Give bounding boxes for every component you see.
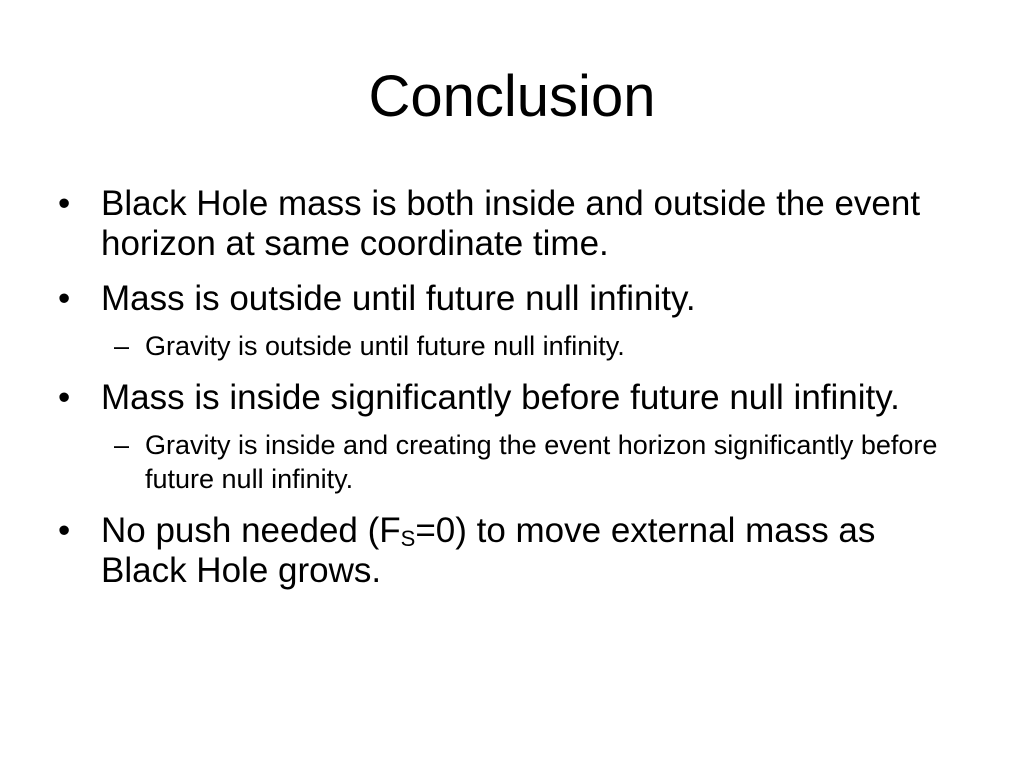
sub-bullet-text: Gravity is outside until future null infinity.: [145, 331, 625, 361]
bullet-marker: •: [58, 279, 71, 318]
bullet-text: Mass is inside significantly before future null infinity.: [101, 378, 900, 417]
bullet-list: [58, 184, 958, 606]
sub-bullet-item: [101, 329, 958, 363]
bullet-marker: •: [58, 378, 71, 417]
bullet-item-2: [58, 279, 958, 363]
sub-bullet-marker: –: [114, 331, 130, 361]
bullet-text-after: =0) to move external mass as Black Hole grows.: [101, 511, 876, 590]
slide-title: Conclusion: [368, 64, 656, 129]
bullet-text: Black Hole mass is both inside and outside the event horizon at same coordinate time.: [101, 184, 921, 263]
sub-bullet-list: [101, 329, 958, 363]
subscript-s: S: [400, 526, 416, 551]
sub-bullet-text: Gravity is inside and creating the event horizon significantly before future null infinity.: [145, 430, 938, 494]
bullet-text-before: No push needed (F: [101, 511, 401, 550]
bullet-marker: •: [58, 511, 71, 550]
bullet-marker: •: [58, 184, 71, 223]
sub-bullet-item: [101, 428, 958, 496]
bullet-text: Mass is outside until future null infinity.: [101, 279, 696, 318]
bullet-item-4: [58, 511, 958, 591]
sub-bullet-marker: –: [114, 430, 130, 460]
bullet-text: [101, 511, 958, 591]
bullet-item-1: [58, 184, 958, 264]
sub-bullet-list: [101, 428, 958, 496]
bullet-item-3: [58, 378, 958, 496]
